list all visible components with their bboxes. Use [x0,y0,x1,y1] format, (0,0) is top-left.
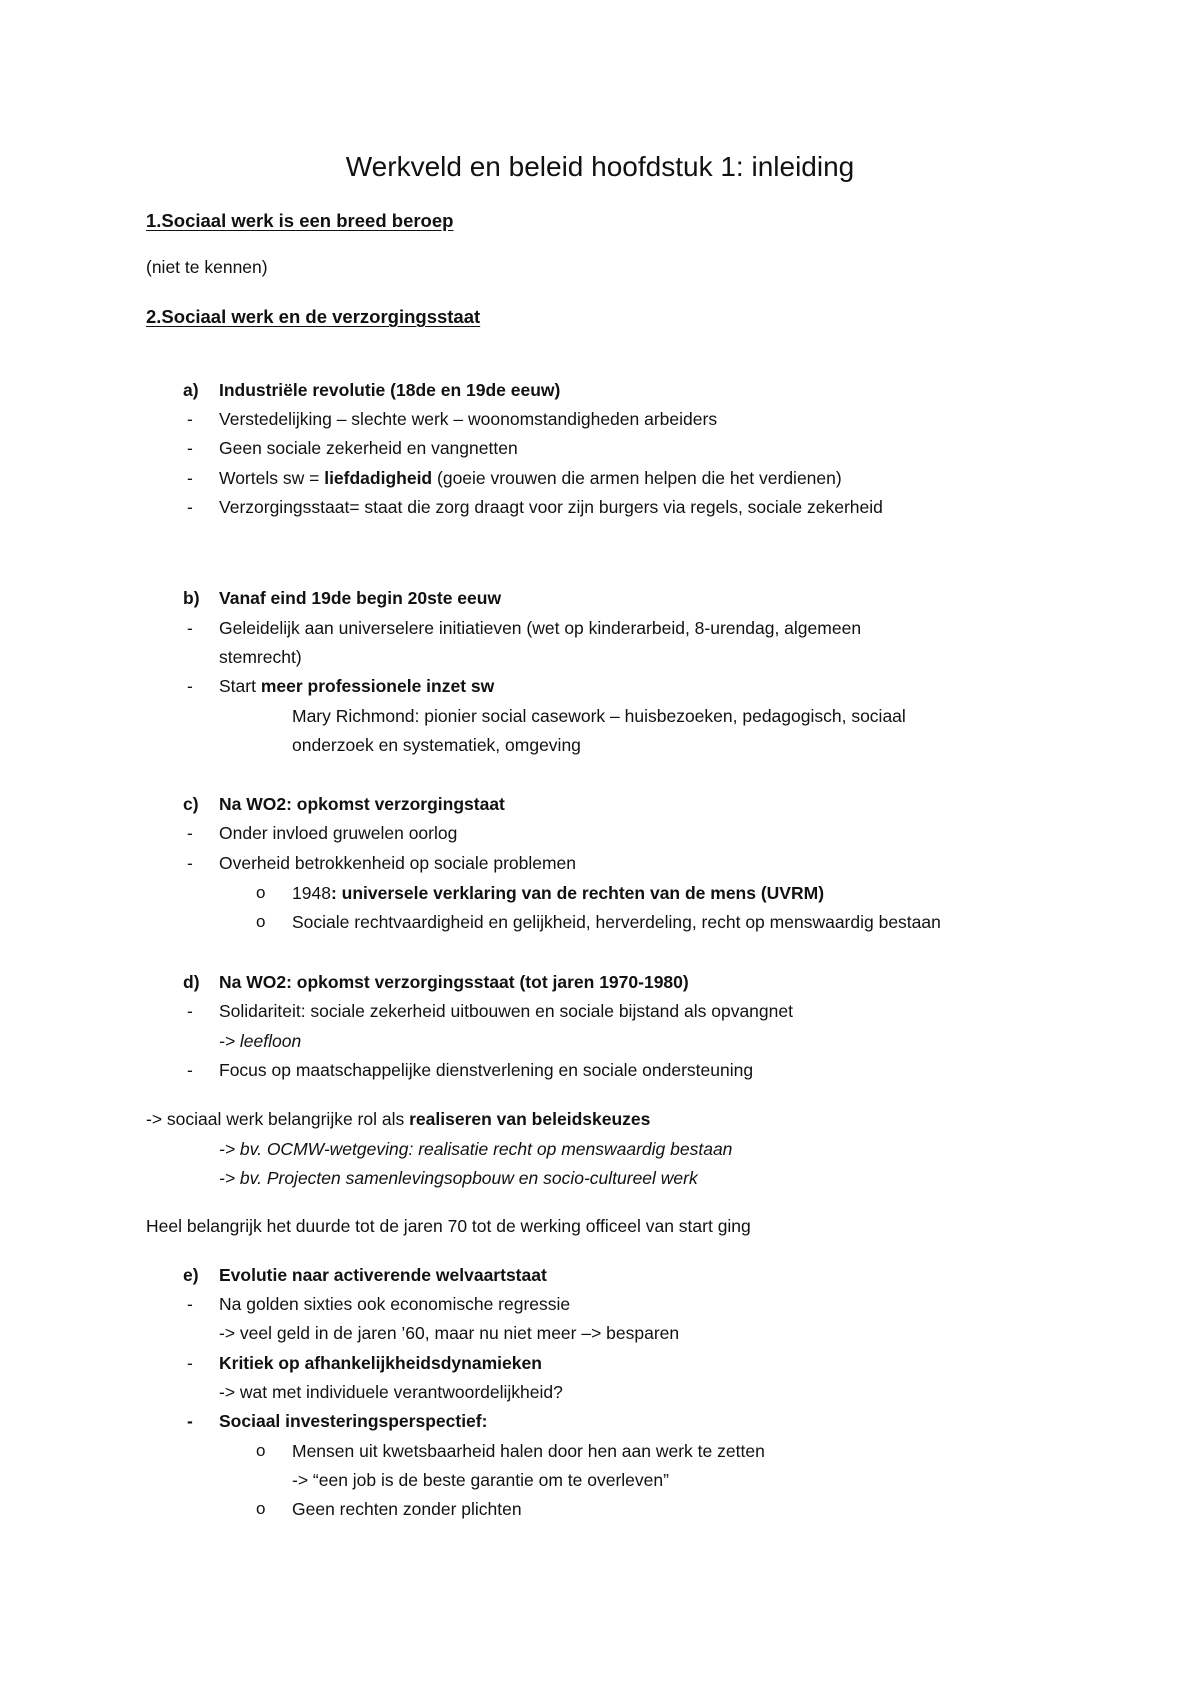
list-item: Kritiek op afhankelijkheidsdynamieken [219,1353,542,1373]
list-item [219,467,842,489]
text-run-bold: (UVRM) [755,883,825,903]
example-line: -> bv. OCMW-wetgeving: realisatie recht op menswaardig bestaan [219,1139,733,1159]
section-a-label: a) [183,380,199,400]
text-run: Start [219,676,261,696]
list-item: Overheid betrokkenheid op sociale problemen [219,853,577,873]
text-run-bold: liefdadigheid [324,468,433,488]
indented-line: onderzoek en systematiek, omgeving [292,735,581,755]
dash-marker: - [187,438,193,458]
dash-marker: - [187,497,193,517]
list-item: Sociaal investeringsperspectief: [219,1411,488,1431]
bullet-marker: o [256,1441,266,1460]
list-item [219,675,494,697]
dash-marker: - [187,1001,193,1021]
list-item: Onder invloed gruwelen oorlog [219,823,458,843]
dash-marker: - [187,1411,193,1431]
list-item: Geleidelijk aan universelere initiatieven (wet op kinderarbeid, 8-urendag, algemeen [219,618,862,638]
list-item-sub: -> wat met individuele verantwoordelijkheid? [219,1382,563,1402]
text-run-bold: : universele verklaring van de rechten van de mens [330,883,756,903]
dash-marker: - [187,853,193,873]
sub-list-item: Geen rechten zonder plichten [292,1499,522,1519]
dash-marker: - [187,676,193,696]
list-item-continuation: stemrecht) [219,647,302,667]
bullet-marker: o [256,912,266,931]
heading-1: 1.Sociaal werk is een breed beroep [146,210,454,231]
bullet-marker: o [256,883,266,902]
section-b-label: b) [183,588,200,608]
list-item-sub: -> veel geld in de jaren ’60, maar nu niet meer –> besparen [219,1323,680,1343]
dash-marker: - [187,1060,193,1080]
dash-marker: - [187,1294,193,1314]
text-run: -> sociaal werk belangrijke rol als [146,1109,410,1129]
dash-marker: - [187,618,193,638]
list-item: Verstedelijking – slechte werk – woonomstandigheden arbeiders [219,409,718,429]
dash-marker: - [187,1353,193,1373]
section-e-title: Evolutie naar activerende welvaartstaat [219,1265,547,1285]
dash-marker: - [187,468,193,488]
heading-1-note: (niet te kennen) [146,257,268,277]
sub-list-item-sub: -> “een job is de beste garantie om te overleven” [292,1470,669,1490]
section-c-title: Na WO2: opkomst verzorgingstaat [219,794,505,814]
section-c-label: c) [183,794,199,814]
text-run-bold: meer professionele inzet sw [260,676,495,696]
indented-line: Mary Richmond: pionier social casework – huisbezoeken, pedagogisch, sociaal [292,706,906,726]
section-a-title: Industriële revolutie (18de en 19de eeuw) [219,380,561,400]
dash-marker: - [187,409,193,429]
paragraph: Heel belangrijk het duurde tot de jaren 70 tot de werking officeel van start ging [146,1216,751,1236]
list-item: Verzorgingsstaat= staat die zorg draagt voor zijn burgers via regels, sociale zekerheid [219,497,883,517]
list-item: Solidariteit: sociale zekerheid uitbouwen en sociale bijstand als opvangnet [219,1001,793,1021]
text-run: Wortels sw = [219,468,325,488]
sub-list-item [292,882,824,904]
text-run-bold: realiseren van beleidskeuzes [409,1109,651,1129]
sub-list-item: Sociale rechtvaardigheid en gelijkheid, herverdeling, recht op menswaardig bestaan [292,912,941,932]
dash-marker: - [187,823,193,843]
bullet-marker: o [256,1499,266,1518]
text-run: (goeie vrouwen die armen helpen die het verdienen) [432,468,842,488]
list-item: Geen sociale zekerheid en vangnetten [219,438,518,458]
section-d-label: d) [183,972,200,992]
list-item: Na golden sixties ook economische regressie [219,1294,571,1314]
sub-list-item: Mensen uit kwetsbaarheid halen door hen aan werk te zetten [292,1441,765,1461]
section-b-title: Vanaf eind 19de begin 20ste eeuw [219,588,502,608]
list-item-sub: -> leefloon [219,1031,302,1051]
heading-2: 2.Sociaal werk en de verzorgingsstaat [146,306,481,327]
example-line: -> bv. Projecten samenlevingsopbouw en socio-cultureel werk [219,1168,698,1188]
section-d-title: Na WO2: opkomst verzorgingsstaat (tot jaren 1970-1980) [219,972,689,992]
paragraph [146,1108,650,1130]
text-run: 1948 [292,883,331,903]
list-item: Focus op maatschappelijke dienstverlening en sociale ondersteuning [219,1060,754,1080]
page-title: Werkveld en beleid hoofdstuk 1: inleiding [345,151,855,182]
section-e-label: e) [183,1265,199,1285]
